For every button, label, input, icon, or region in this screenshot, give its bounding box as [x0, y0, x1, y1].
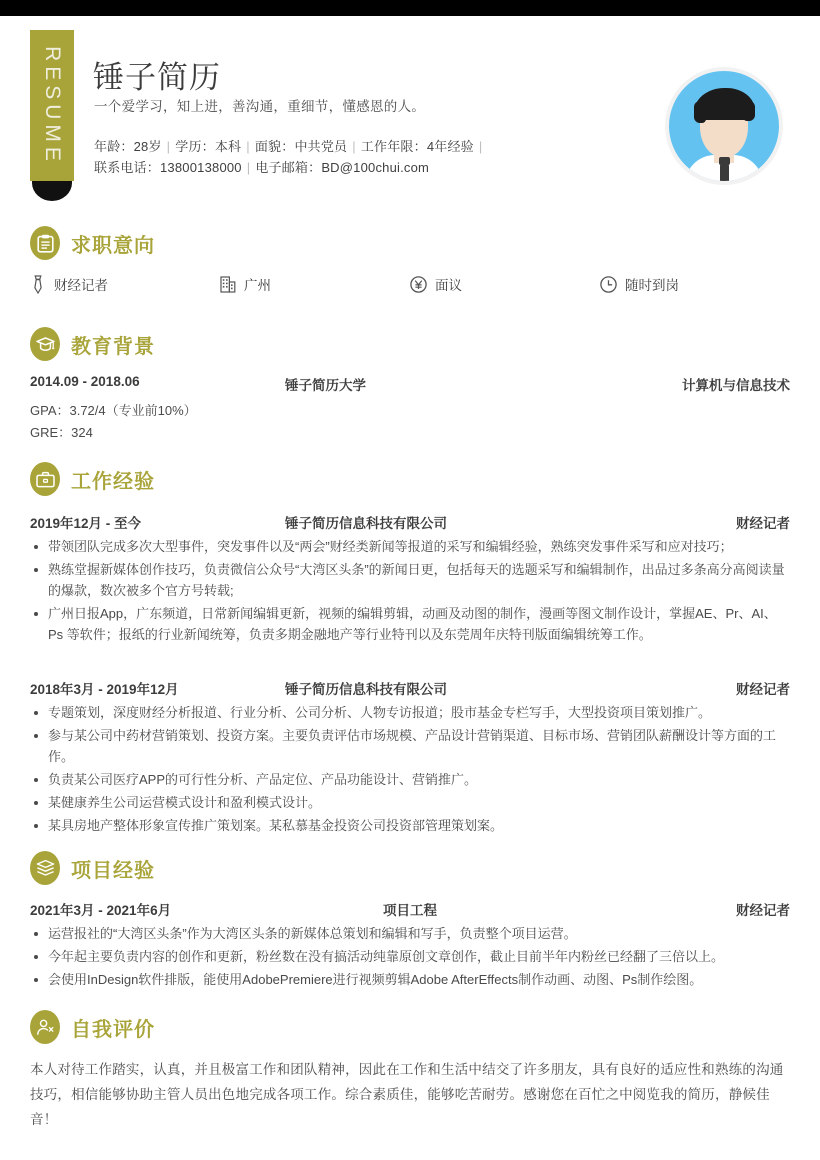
section-header-education: [30, 327, 155, 361]
meta-divider: |: [246, 139, 250, 154]
page-title: 锤子简历: [93, 60, 221, 95]
meta-age: 年龄：28岁: [94, 139, 162, 154]
intent-item-city: [220, 274, 410, 294]
clipboard-icon: [30, 226, 60, 260]
avatar: [665, 67, 783, 185]
resume-header: [0, 16, 820, 192]
resume-banner-label: RESUME: [41, 45, 64, 166]
intent-item-availability: [600, 274, 790, 294]
meta-divider: |: [166, 139, 171, 154]
education-major: 计算机与信息技术: [682, 378, 790, 393]
section-title-education: 教育背景: [71, 335, 155, 358]
work-bullet-list: [30, 536, 790, 645]
work-date: 2019年12月 - 至今: [30, 516, 142, 531]
meta-email: 电子邮箱：BD@100chui.com: [255, 160, 430, 175]
list-item: 熟练堂握新媒体创作技巧，负责微信公众号“大湾区头条”的新闻日更，包括每天的选题采写和编辑制作，出品过多条高分高阅读量的爆款，数次被多个官方号转载;: [30, 559, 790, 601]
section-title-work-experience: 工作经验: [71, 470, 155, 493]
work-role: 财经记者: [736, 516, 790, 531]
project-name: 项目工程: [383, 903, 437, 918]
intent-item-salary: [410, 274, 600, 294]
work-entry-1: [30, 512, 790, 647]
education-detail-gpa: GPA：3.72/4（专业前10%）: [30, 403, 197, 418]
list-item: 带领团队完成多次大型事件，突发事件以及“两会”财经类新闻等报道的采写和编辑经验，熟练突发事件采写和应对技巧；: [30, 536, 790, 557]
education-school: 锤子简历大学: [285, 378, 366, 393]
meta-divider: |: [352, 139, 356, 154]
header-meta-line-2: [94, 157, 429, 176]
meta-phone: 联系电话：13800138000: [94, 160, 242, 175]
necktie-icon: [30, 275, 46, 294]
resume-vertical-banner: [30, 30, 74, 181]
list-item: 会使用InDesign软件排版，能使用AdobePremiere进行视频剪辑Adobe AfterEffects制作动画、动图、Ps制作绘图。: [30, 969, 790, 990]
work-entry-row: [30, 678, 790, 698]
intent-availability-label: 随时到岗: [625, 278, 679, 293]
list-item: 参与某公司中药材营销策划、投资方案。主要负责评估市场规模、产品设计营销渠道、目标市场、营销团队薪酬设计等方面的工作。: [30, 725, 790, 767]
person-icon: [30, 1010, 60, 1044]
work-entry-row: [30, 512, 790, 532]
work-bullet-list: [30, 702, 790, 836]
section-title-job-intention: 求职意向: [71, 234, 155, 257]
work-role: 财经记者: [736, 682, 790, 697]
clock-icon: [600, 276, 617, 293]
education-entry-row: [30, 374, 790, 394]
project-bullet-list: [30, 923, 790, 990]
list-item: 某健康养生公司运营模式设计和盈利模式设计。: [30, 792, 790, 813]
section-header-job-intention: [30, 226, 155, 260]
meta-degree: 学历：本科: [175, 139, 242, 154]
list-item: 某具房地产整体形象宣传推广策划案。某私慕基金投资公司投资部管理策划案。: [30, 815, 790, 836]
graduation-cap-icon: [30, 327, 60, 361]
education-detail-gre: GRE：324: [30, 425, 93, 440]
section-header-work-experience: [30, 462, 155, 496]
list-item: 负责某公司医疗APP的可行性分析、产品定位、产品功能设计、营销推广。: [30, 769, 790, 790]
meta-political: 面貌：中共党员: [254, 139, 348, 154]
list-item: 广州日报App，广东频道，日常新闻编辑更新，视频的编辑剪辑，动画及动图的制作，漫画等图文制作设计，掌握AE、Pr、AI、Ps 等软件；报纸的行业新闻统筹，负责多期金融地产等行业特刊以及东莞周年庆特刊版面编辑统筹工作。: [30, 603, 790, 645]
section-title-self-evaluation: 自我评价: [71, 1018, 155, 1041]
work-date: 2018年3月 - 2019年12月: [30, 682, 179, 697]
male-avatar-icon: [669, 71, 779, 181]
job-intention-items: [30, 274, 790, 294]
yen-circle-icon: [410, 276, 427, 293]
section-title-project-experience: 项目经验: [71, 859, 155, 882]
work-company: 锤子简历信息科技有限公司: [285, 516, 447, 531]
project-date: 2021年3月 - 2021年6月: [30, 903, 172, 918]
list-item: 专题策划，深度财经分析报道、行业分析、公司分析、人物专访报道；股市基金专栏写手，大型投资项目策划推广。: [30, 702, 790, 723]
top-black-bar: [0, 0, 820, 16]
layers-icon: [30, 851, 60, 885]
self-evaluation-text: 本人对待工作踏实，认真，并且极富工作和团队精神，因此在工作和生活中结交了许多朋友，具有良好的适应性和熟练的沟通技巧，相信能够协助主管人员出色地完成各项工作。综合素质佳，能够吃苦耐劳。感谢您在百忙之中阅览我的简历，静候佳音！: [30, 1062, 784, 1127]
intent-item-position: [30, 274, 220, 294]
meta-years: 工作年限：4年经验: [360, 139, 474, 154]
section-header-self-evaluation: [30, 1010, 155, 1044]
project-role: 财经记者: [736, 903, 790, 918]
banner-bottom-tab: [32, 181, 72, 201]
briefcase-icon: [30, 462, 60, 496]
header-tagline: 一个爱学习，知上进，善沟通，重细节，懂感恩的人。: [94, 99, 426, 114]
intent-city-label: 广州: [244, 278, 271, 293]
intent-position-label: 财经记者: [54, 278, 108, 293]
project-entry-1: [30, 899, 790, 992]
project-entry-row: [30, 899, 790, 919]
building-icon: [220, 275, 236, 293]
education-date: 2014.09 - 2018.06: [30, 374, 140, 389]
section-header-project-experience: [30, 851, 155, 885]
work-entry-2: [30, 678, 790, 838]
header-meta-line-1: [94, 136, 487, 155]
list-item: 运营报社的“大湾区头条”作为大湾区头条的新媒体总策划和编辑和写手，负责整个项目运营。: [30, 923, 790, 944]
meta-divider: |: [246, 160, 251, 175]
meta-divider: |: [478, 139, 483, 154]
education-entries: [30, 374, 790, 444]
list-item: 今年起主要负责内容的创作和更新，粉丝数在没有搞活动纯靠原创文章创作，截止目前半年内粉丝已经翻了三倍以上。: [30, 946, 790, 967]
work-company: 锤子简历信息科技有限公司: [285, 682, 447, 697]
intent-salary-label: 面议: [435, 278, 462, 293]
self-evaluation-body: [30, 1057, 790, 1132]
